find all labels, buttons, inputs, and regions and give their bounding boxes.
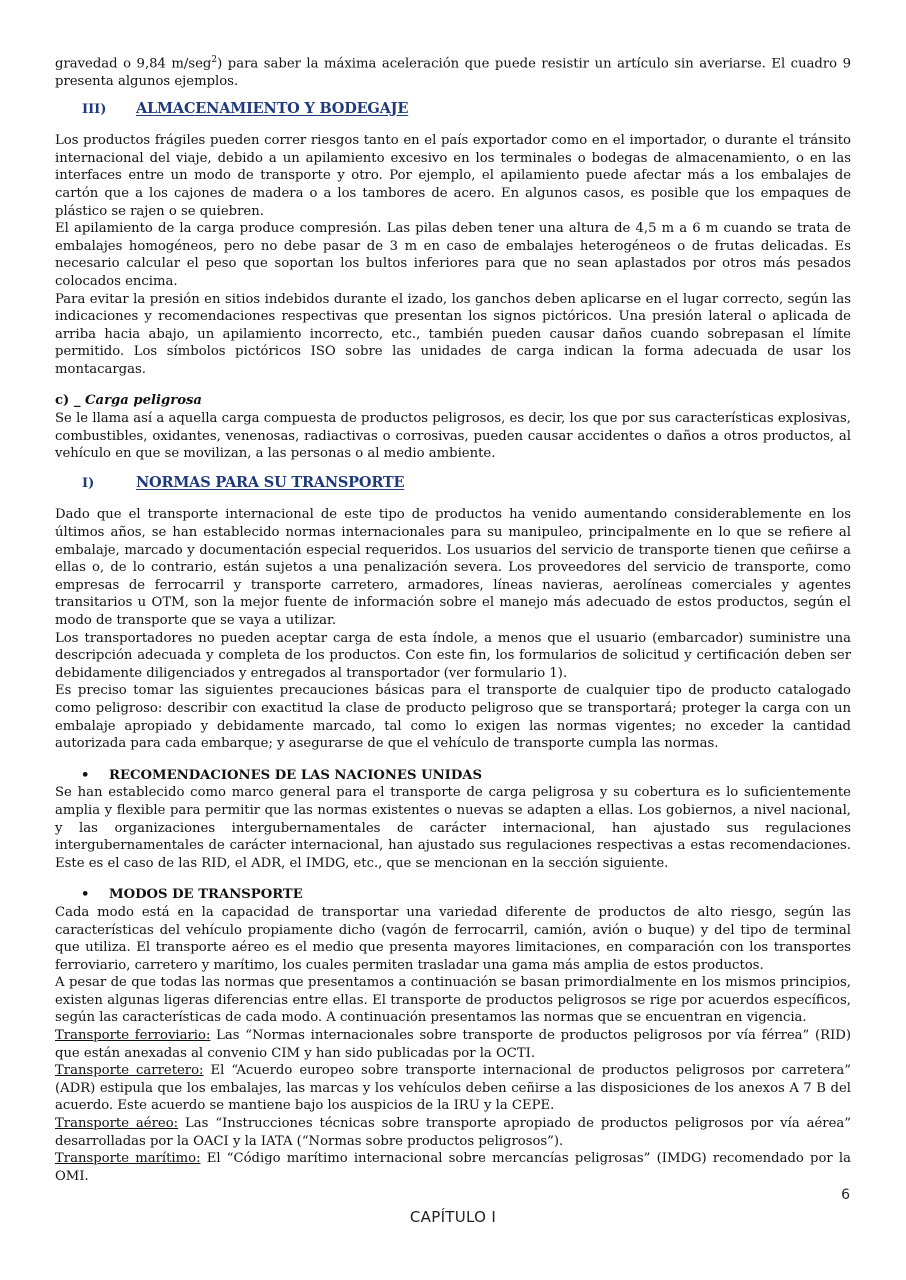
paragraph: Dado que el transporte internacional de este tipo de productos ha venido aumentando considerablemente en los últimos años, se han establecido normas internacionales para su manipuleo, principalmente en lo que se refiere al embalaje, marcado y documentación especial requeridos. Los usuarios del servicio de transporte tienen que ceñirse a ellas o, de lo contrario, están sujetos a una penalización severa. Los proveedores del servicio de transporte, como empresas de ferrocarril y transporte carretero, armadores, líneas navieras, aerolíneas comerciales y agentes transitarios u OTM, son la mejor fuente de información sobre el manejo más adecuado de estos productos, según el modo de transporte que se vaya a utilizar. <box>55 507 851 629</box>
paragraph: Cada modo está en la capacidad de transportar una variedad diferente de productos de alto riesgo, según las características del vehículo propiamente dicho (vagón de ferrocarril, camión, avión o buque) y del tipo de terminal que utiliza. El transporte aéreo es el medio que presenta mayores limitaciones, en comparación con los transportes ferroviario, carretero y marítimo, los cuales permiten trasladar una gama más amplia de estos productos. <box>55 904 851 973</box>
bullet-icon: • <box>81 767 90 783</box>
mode-item-maritimo <box>55 1150 851 1185</box>
bullet-icon: • <box>81 887 90 903</box>
mode-item-carretero <box>55 1062 851 1115</box>
mode-item-aereo <box>55 1115 851 1150</box>
paragraph: Es preciso tomar las siguientes precauciones básicas para el transporte de cualquier tipo de producto catalogado como peligroso: describir con exactitud la clase de producto peligroso que se transportará; proteger la carga con un embalaje apropiado y debidamente marcado, tal como lo exigen las normas vigentes; no exceder la cantidad autorizada para cada embarque; y asegurarse de que el vehículo de transporte cumpla las normas. <box>55 683 851 752</box>
section-title: NORMAS PARA SU TRANSPORTE <box>136 473 405 491</box>
page-number: 6 <box>841 1187 850 1203</box>
paragraph: A pesar de que todas las normas que presentamos a continuación se basan primordialmente en los mismos principios, existen algunas ligeras diferencias entre ellas. El transporte de productos peligrosos se rige por acuerdos específicos, según las características de cada modo. A continuación presentamos las normas que se encuentran en vigencia. <box>55 975 851 1026</box>
subsection-title: Carga peligrosa <box>85 393 202 409</box>
bullet-title: RECOMENDACIONES DE LAS NACIONES UNIDAS <box>109 767 483 783</box>
mode-text: Las “Instrucciones técnicas sobre transporte apropiado de productos peligrosos por vía aérea” desarrolladas por la OACI y la IATA (“Normas sobre productos peligrosos”). <box>55 1116 851 1149</box>
bullet-heading-naciones-unidas <box>55 767 851 785</box>
subsection-heading-carga-peligrosa <box>55 392 851 410</box>
mode-text: El “Acuerdo europeo sobre transporte internacional de productos peligrosos por carretera” (ADR) estipula que los embalajes, las marcas y los vehículos deben ceñirse a las disposiciones de los anexos A 7 B del acuerdo. Este acuerdo se mantiene bajo los auspicios de la IRU y la CEPE. <box>55 1063 852 1114</box>
paragraph: Los transportadores no pueden aceptar carga de esta índole, a menos que el usuario (embarcador) suministre una descripción adecuada y completa de los productos. Con este fin, los formularios de solicitud y certificación deben ser debidamente diligenciados y entregados al transportador (ver formulario 1). <box>55 630 851 681</box>
section-heading-normas <box>82 474 851 493</box>
section-title: ALMACENAMIENTO Y BODEGAJE <box>136 99 409 117</box>
section-heading-almacenamiento <box>82 100 851 119</box>
intro-superscript: 2 <box>211 55 218 65</box>
document-body <box>55 52 851 1185</box>
paragraph: Los productos frágiles pueden correr riesgos tanto en el país exportador como en el importador, o durante el tránsito internacional del viaje, debido a un apilamiento excesivo en los terminales o bodegas de almacenamiento, o en las interfaces entre un modo de transporte y otro. Por ejemplo, el apilamiento puede afectar más a los embalajes de cartón que a los cajones de madera o a los tambores de acero. En algunos casos, es posible que los empaques de plástico se rajen o se quiebren. <box>55 133 851 219</box>
mode-label: Transporte aéreo: <box>55 1116 179 1132</box>
mode-text: El “Código marítimo internacional sobre mercancías peligrosas” (IMDG) recomendado por la OMI. <box>55 1151 852 1184</box>
mode-label: Transporte marítimo: <box>55 1151 201 1167</box>
mode-item-ferroviario <box>55 1027 851 1062</box>
bullet-title: MODOS DE TRANSPORTE <box>109 887 303 903</box>
intro-text-b: ) para saber la máxima aceleración que puede resistir un artículo sin averiarse. El cuadro 9 presenta algunos ejemplos. <box>55 56 852 89</box>
intro-paragraph <box>55 52 851 91</box>
mode-label: Transporte carretero: <box>55 1063 204 1079</box>
section-number: I) <box>82 475 95 491</box>
page-footer: CAPÍTULO I <box>409 1208 497 1226</box>
paragraph: Se le llama así a aquella carga compuesta de productos peligrosos, es decir, los que por sus características explosivas, combustibles, oxidantes, venenosas, radiactivas o corrosivas, pueden causar accidentes o daños a otros productos, al vehículo en que se movilizan, a las personas o al medio ambiente. <box>55 411 851 462</box>
subsection-label: c) _ <box>55 393 86 409</box>
paragraph: Para evitar la presión en sitios indebidos durante el izado, los ganchos deben aplicarse en el lugar correcto, según las indicaciones y recomendaciones respectivas que presentan los signos pictóricos. Una presión lateral o aplicada de arriba hacia abajo, un apilamiento incorrecto, etc., también pueden causar daños cuando sobrepasan el límite permitido. Los símbolos pictóricos ISO sobre las unidades de carga indican la forma adecuada de usar los montacargas. <box>55 291 851 377</box>
mode-text: Las “Normas internacionales sobre transporte de productos peligrosos por vía férrea” (RID) que están anexadas al convenio CIM y han sido publicadas por la OCTI. <box>55 1028 851 1061</box>
bullet-heading-modos <box>55 886 851 904</box>
paragraph: Se han establecido como marco general para el transporte de carga peligrosa y su cobertura es lo suficientemente amplia y flexible para permitir que las normas existentes o nuevas se adapten a ellas. Los gobiernos, a nivel nacional, y las organizaciones intergubernamentales de carácter internacional, han ajustado sus regulaciones intergubernamentales de carácter internacional, han ajustado sus regulaciones respectivas a estas recomendaciones. Este es el caso de las RID, el ADR, el IMDG, etc., que se mencionan en la sección siguiente. <box>55 785 851 871</box>
mode-label: Transporte ferroviario: <box>55 1028 211 1044</box>
section-number: III) <box>82 101 107 117</box>
paragraph: El apilamiento de la carga produce compresión. Las pilas deben tener una altura de 4,5 m a 6 m cuando se trata de embalajes homogéneos, pero no debe pasar de 3 m en caso de embalajes heterogéneos o de frutas delicadas. Es necesario calcular el peso que soportan los bultos inferiores para que no sean aplastados por otros más pesados colocados encima. <box>55 221 851 289</box>
intro-text-a: gravedad o 9,84 m/seg <box>55 56 212 72</box>
